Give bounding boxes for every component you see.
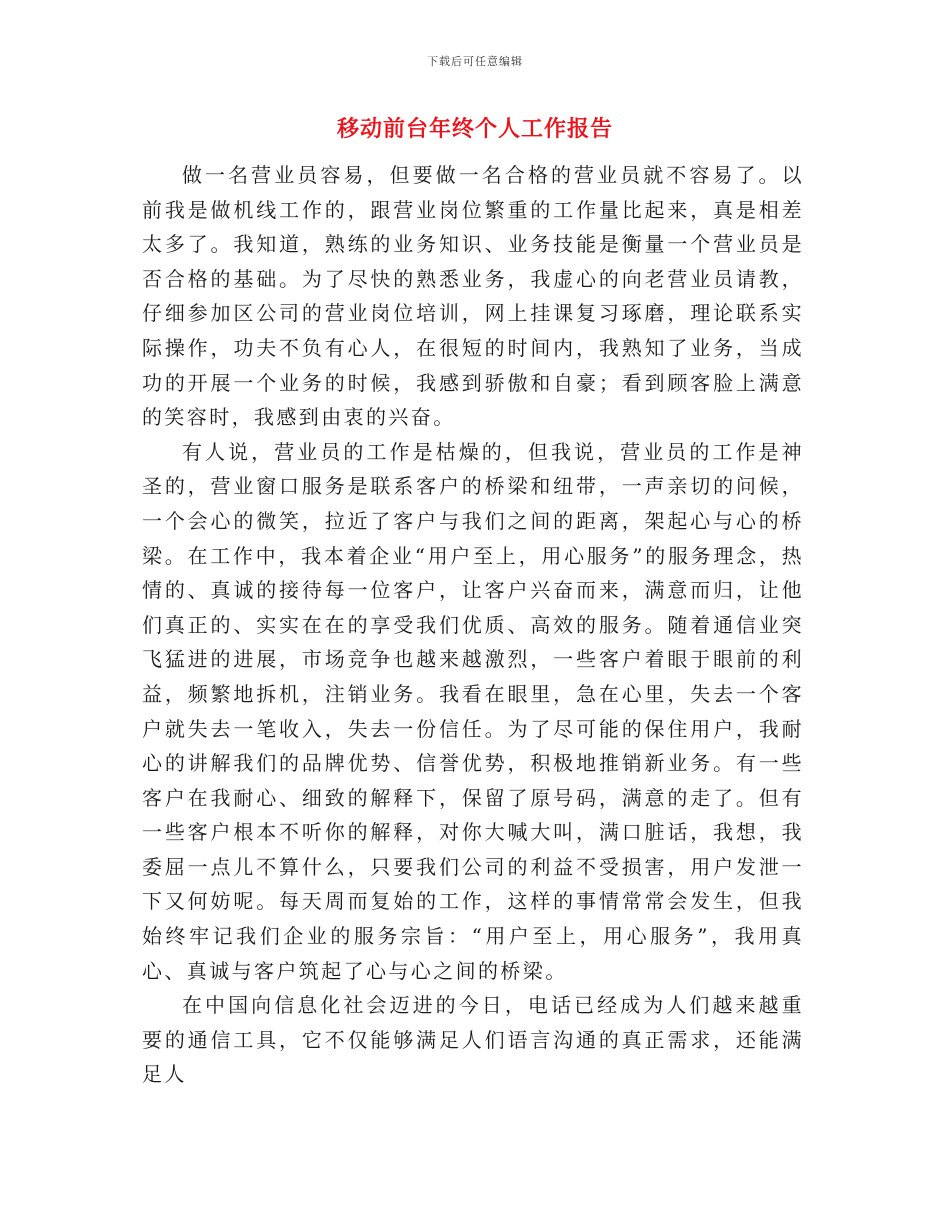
download-note: 下载后可任意编辑 xyxy=(427,55,523,68)
paragraph-2: 有人说，营业员的工作是枯燥的，但我说，营业员的工作是神圣的，营业窗口服务是联系客户的桥梁和纽带，一声亲切的问候，一个会心的微笑，拉近了客户与我们之间的距离，架起心与心的桥梁。在工作中，我本着企业“用户至上，用心服务”的服务理念，热情的、真诚的接待每一位客户，让客户兴奋而来，满意而归，让他们真正的、实实在在的享受我们优质、高效的服务。随着通信业突飞猛进的进展，市场竞争也越来越激烈，一些客户着眼于眼前的利益，频繁地拆机，注销业务。我看在眼里，急在心里，失去一个客户就失去一笔收入，失去一份信任。为了尽可能的保住用户，我耐心的讲解我们的品牌优势、信誉优势，积极地推销新业务。有一些客户在我耐心、细致的解释下，保留了原号码，满意的走了。但有一些客户根本不听你的解释，对你大喊大叫，满口脏话，我想，我委屈一点儿不算什么，只要我们公司的利益不受损害，用户发泄一下又何妨呢。每天周而复始的工作，这样的事情常常会发生，但我始终牢记我们企业的服务宗旨：“用户至上，用心服务”，我用真心、真诚与客户筑起了心与心之间的桥梁。 xyxy=(142,439,804,983)
paragraph-3: 在中国向信息化社会迈进的今日，电话已经成为人们越来越重要的通信工具，它不仅能够满足人们语言沟通的真正需求，还能满足人 xyxy=(142,993,804,1087)
document-body xyxy=(142,158,804,1092)
document-title: 移动前台年终个人工作报告 xyxy=(336,117,613,142)
paragraph-1: 做一名营业员容易，但要做一名合格的营业员就不容易了。以前我是做机线工作的，跟营业岗位繁重的工作量比起来，真是相差太多了。我知道，熟练的业务知识、业务技能是衡量一个营业员是否合格的基础。为了尽快的熟悉业务，我虚心的向老营业员请教，仔细参加区公司的营业岗位培训，网上挂课复习琢磨，理论联系实际操作，功夫不负有心人，在很短的时间内，我熟知了业务，当成功的开展一个业务的时候，我感到骄傲和自豪；看到顾客脸上满意的笑容时，我感到由衷的兴奋。 xyxy=(142,163,804,430)
